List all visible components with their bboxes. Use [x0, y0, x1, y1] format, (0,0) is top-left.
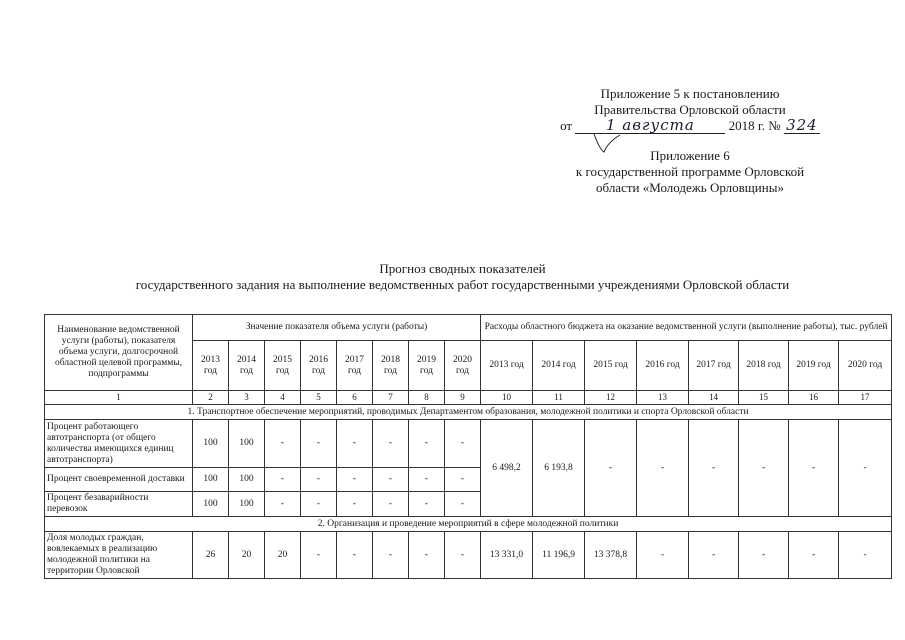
decree-date-line — [520, 118, 860, 134]
column-number: 15 — [739, 391, 789, 405]
volume-value: - — [301, 492, 337, 517]
header-expense-year: 2018 год — [739, 341, 789, 391]
column-number: 10 — [481, 391, 533, 405]
header-volume-year: 2014 год — [229, 341, 265, 391]
section1-title: 1. Транспортное обеспечение мероприятий, проводимых Департаментом образования, молодежной политики и спорта Орловской области — [45, 405, 892, 420]
header-expense-year: 2019 год — [789, 341, 839, 391]
column-number: 6 — [337, 391, 373, 405]
handwritten-check-mark — [592, 132, 622, 154]
title-line2: государственного задания на выполнение ведомственных работ государственными учреждениями Орловской области — [135, 277, 790, 292]
column-number: 8 — [409, 391, 445, 405]
table-row — [45, 420, 892, 468]
indicator-name: Процент безаварийности перевозок — [45, 492, 193, 517]
header-volume-year: 2013 год — [193, 341, 229, 391]
column-number: 2 — [193, 391, 229, 405]
expense-value: - — [839, 420, 892, 517]
header-volume-year: 2015 год — [265, 341, 301, 391]
volume-value: 20 — [229, 532, 265, 579]
column-number: 1 — [45, 391, 193, 405]
volume-value: - — [337, 468, 373, 492]
header-name-column: Наименование ведомственной услуги (работы), показателя объема услуги, долгосрочной областной целевой программы, подпрограммы — [45, 315, 193, 391]
column-number-row — [45, 391, 892, 405]
header-volume-year: 2018 год — [373, 341, 409, 391]
section2-title: 2. Организация и проведение мероприятий в сфере молодежной политики — [45, 517, 892, 532]
volume-value: - — [337, 420, 373, 468]
annex6-line2: к государственной программе Орловской — [575, 164, 805, 179]
section-row — [45, 517, 892, 532]
volume-value: - — [409, 468, 445, 492]
handwritten-date: 1 августа — [575, 118, 725, 134]
header-volume-year: 2016 год — [301, 341, 337, 391]
indicator-name: Процент своевременной доставки — [45, 468, 193, 492]
expense-value: - — [689, 420, 739, 517]
header-expense-year: 2014 год — [533, 341, 585, 391]
column-number: 11 — [533, 391, 585, 405]
handwritten-number: 324 — [784, 118, 820, 134]
expense-value: 13 378,8 — [585, 532, 637, 579]
header-expense-year: 2013 год — [481, 341, 533, 391]
title-line1: Прогноз сводных показателей — [379, 261, 546, 276]
volume-value: - — [445, 492, 481, 517]
column-number: 17 — [839, 391, 892, 405]
volume-value: - — [337, 532, 373, 579]
expense-value: 6 498,2 — [481, 420, 533, 517]
document-title — [40, 261, 885, 293]
annex5-line2: Правительства Орловской области — [594, 102, 786, 117]
volume-value: - — [301, 468, 337, 492]
header-volume-year: 2019 год — [409, 341, 445, 391]
expense-value: 6 193,8 — [533, 420, 585, 517]
column-number: 3 — [229, 391, 265, 405]
header-volume-year: 2017 год — [337, 341, 373, 391]
volume-value: 20 — [265, 532, 301, 579]
volume-value: 100 — [193, 420, 229, 468]
volume-value: 100 — [229, 468, 265, 492]
header-expense-year: 2020 год — [839, 341, 892, 391]
header-volume-group: Значение показателя объема услуги (работы) — [193, 315, 481, 341]
expense-value: 11 196,9 — [533, 532, 585, 579]
expense-value: - — [739, 532, 789, 579]
column-number: 14 — [689, 391, 739, 405]
annex5-line1: Приложение 5 к постановлению — [600, 86, 780, 101]
forecast-table — [44, 314, 892, 579]
header-expense-group: Расходы областного бюджета на оказание ведомственной услуги (выполнение работы), тыс. рублей — [481, 315, 892, 341]
expense-value: - — [689, 532, 739, 579]
expense-value: - — [739, 420, 789, 517]
from-label: от — [560, 118, 573, 133]
header-expense-year: 2015 год — [585, 341, 637, 391]
column-number: 5 — [301, 391, 337, 405]
column-number: 13 — [637, 391, 689, 405]
table-row — [45, 532, 892, 579]
expense-value: - — [585, 420, 637, 517]
expense-value: - — [789, 532, 839, 579]
volume-value: - — [265, 420, 301, 468]
column-number: 9 — [445, 391, 481, 405]
volume-value: - — [373, 468, 409, 492]
volume-value: - — [409, 492, 445, 517]
volume-value: - — [445, 468, 481, 492]
header-expense-year: 2016 год — [637, 341, 689, 391]
volume-value: - — [445, 532, 481, 579]
volume-value: - — [301, 532, 337, 579]
column-number: 7 — [373, 391, 409, 405]
volume-value: - — [301, 420, 337, 468]
indicator-name: Процент работающего автотранспорта (от общего количества имеющихся единиц автотранспорта) — [45, 420, 193, 468]
header-expense-year: 2017 год — [689, 341, 739, 391]
expense-value: - — [839, 532, 892, 579]
volume-value: - — [445, 420, 481, 468]
indicator-name: Доля молодых граждан, вовлекаемых в реализацию молодежной политики на территории Орловской — [45, 532, 193, 579]
annex6-line3: области «Молодежь Орловщины» — [596, 180, 784, 195]
expense-value: - — [789, 420, 839, 517]
column-number: 12 — [585, 391, 637, 405]
year-number-label: 2018 г. № — [728, 118, 781, 133]
volume-value: 100 — [229, 492, 265, 517]
volume-value: 100 — [193, 492, 229, 517]
expense-value: - — [637, 532, 689, 579]
annex-header — [520, 86, 860, 196]
volume-value: - — [373, 492, 409, 517]
header-volume-year: 2020 год — [445, 341, 481, 391]
volume-value: - — [337, 492, 373, 517]
volume-value: - — [265, 468, 301, 492]
section-row — [45, 405, 892, 420]
volume-value: 26 — [193, 532, 229, 579]
volume-value: - — [409, 420, 445, 468]
volume-value: - — [409, 532, 445, 579]
annex6-line1: Приложение 6 — [650, 148, 730, 163]
volume-value: - — [373, 420, 409, 468]
volume-value: - — [265, 492, 301, 517]
expense-value: 13 331,0 — [481, 532, 533, 579]
volume-value: 100 — [229, 420, 265, 468]
column-number: 16 — [789, 391, 839, 405]
volume-value: - — [373, 532, 409, 579]
expense-value: - — [637, 420, 689, 517]
column-number: 4 — [265, 391, 301, 405]
volume-value: 100 — [193, 468, 229, 492]
